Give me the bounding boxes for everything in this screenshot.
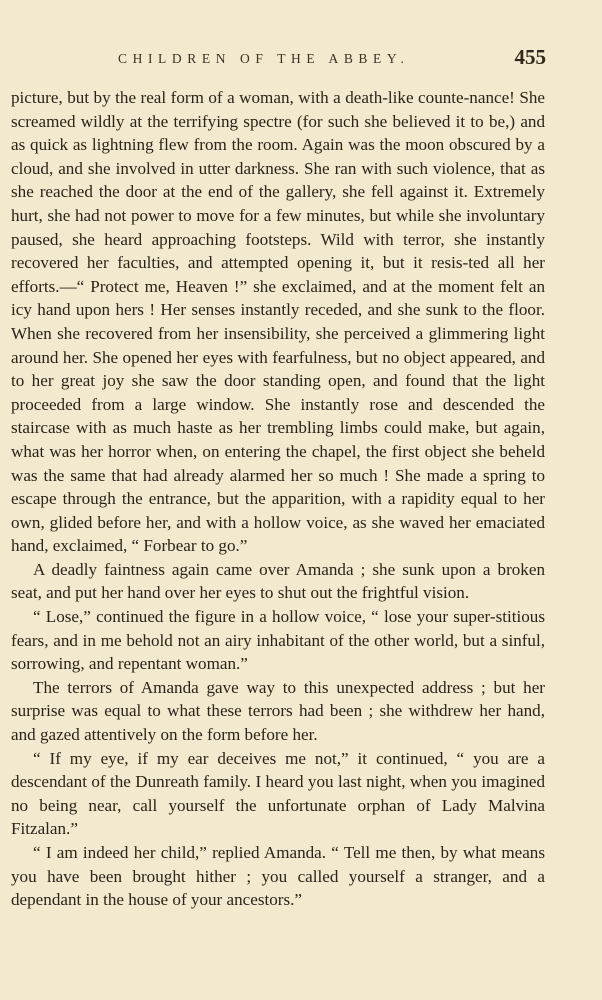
- paragraph-3: “ Lose,” continued the figure in a hollow voice, “ lose your super-stitious fears, and in me behold not an airy inhabitant of the other world, but a sinful, sorrowing, and repentant woman.”: [11, 607, 545, 674]
- page-number: 455: [514, 45, 546, 69]
- paragraph-1: picture, but by the real form of a woman, with a death-like counte-nance! She screamed wildly at the terrifying spectre (for such she believed it to be,) and as quick as lightning flew from the room. Again was the moon obscured by a cloud, and she involved in utter darkness. She ran with such violence, that as she reached the door at the end of the gallery, she fell against it. Extremely hurt, she had not power to move for a few minutes, but while she involuntary paused, she heard approaching footsteps. Wild with terror, she instantly recovered her faculties, and attempted opening it, but it resis-ted all her efforts.—“ Protect me, Heaven !” she exclaimed, and at the moment felt an icy hand upon hers ! Her senses instantly receded, and she sunk to the floor. When she recovered from her insensibility, she perceived a glimmering light around her. She opened her eyes with fearfulness, but no object appeared, and to her great joy she saw the door standing open, and found that the light proceeded from a large window. She instantly rose and descended the staircase with as much haste as her trembling limbs could make, but again, what was her horror when, on entering the chapel, the first object she beheld was the same that had already alarmed her so much ! She made a spring to escape through the entrance, but the apparition, with a rapidity equal to her own, glided before her, and with a hollow voice, as she waved her emaciated hand, exclaimed, “ Forbear to go.”: [11, 88, 545, 556]
- paragraph-6: “ I am indeed her child,” replied Amanda. “ Tell me then, by what means you have been brought hither ; you called yourself a stranger, and a dependant in the house of your ancestors.”: [11, 843, 545, 910]
- paragraph-4: The terrors of Amanda gave way to this unexpected address ; but her surprise was equal to what these terrors had been ; she withdrew her hand, and gazed attentively on the form before her.: [11, 677, 545, 745]
- paragraph-2: A deadly faintness again came over Amanda ; she sunk upon a broken seat, and put her hand over her eyes to shut out the frightful vision.: [11, 559, 545, 603]
- running-head-title: CHILDREN OF THE ABBEY.: [118, 51, 410, 66]
- body-text: [11, 86, 545, 912]
- paragraph-5: “ If my eye, if my ear deceives me not,” it continued, “ you are a descendant of the Dunreath family. I heard you last night, when you imagined no being near, call yourself the unfortunate orphan of Lady Malvina Fitzalan.”: [11, 748, 545, 839]
